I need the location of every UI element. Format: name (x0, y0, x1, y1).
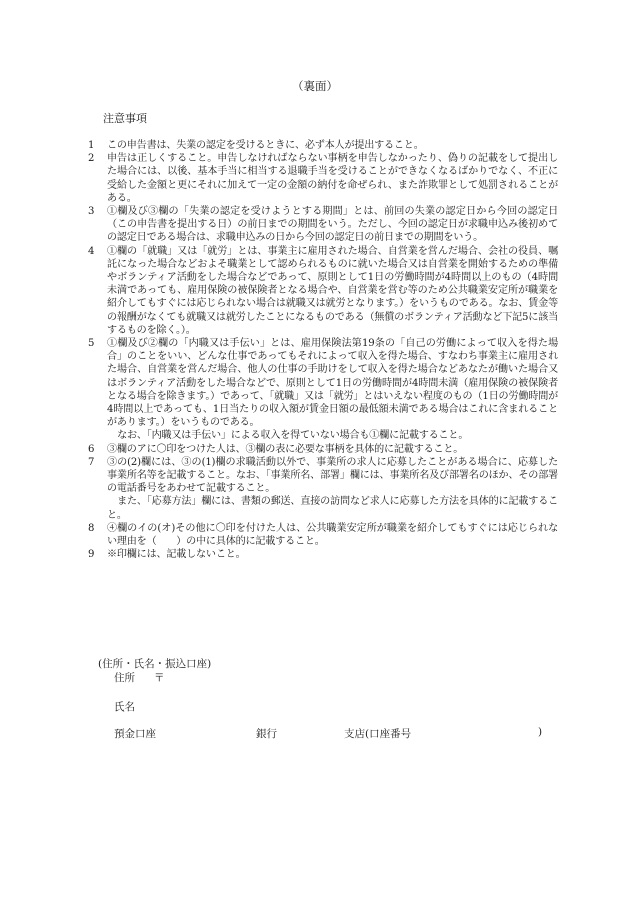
note-item (88, 245, 558, 337)
note-item (88, 152, 558, 205)
note-number: 2 (88, 153, 95, 165)
address-label: 住所 (114, 672, 135, 684)
note-text: ④欄のイの(オ)その他に〇印を付けた人は、公共職業安定所が職業を紹介してもすぐには応じられない理由を（ ）の中に具体的に記載すること。 (107, 522, 558, 548)
note-text: ①欄及び③欄の「失業の認定を受けようとする期間」とは、前回の失業の認定日から今回の認定日（この申告書を提出する日）の前日までの期間をいう。ただし、今回の認定日が求職申込み後初めての認定日である場合は、求職申込みの日から今回の認定日の前日までの期間をいう。 (107, 206, 558, 244)
note-text: 申告は正しくすること。申告しなければならない事柄を申告しなかったり、偽りの記載をして提出した場合には、以後、基本手当に相当する退職手当を受けることができなくなるばかりでなく、不正に受給した金額と更にそれに加えて一定の金額の納付を命ぜられ、また詐欺罪として処罰されることがある。 (107, 153, 558, 204)
branch-label: 支店(口座番号 (344, 728, 412, 740)
note-text: ①欄の「就職」又は「就労」とは、事業主に雇用された場合、自営業を営んだ場合、会社の役員、嘱託になった場合などおよそ職業として認められるものに就いた場合又は自営業を開始するための準備やボランティア活動をした場合などであって、原則として1日の労働時間が4時間以上のもの（4時間未満であっても、雇用保険の被保険者となる場合や、自営業を営む等のため公共職業安定所が職業を紹介してもすぐには応じられない場合は就職又は就労となります。）をいうものである。なお、賃金等の報酬がなくても就職又は就労したことになるものである（無償のボランティア活動など下記5に該当するものを除く。）。 (107, 245, 558, 336)
note-item (88, 522, 558, 548)
note-item (88, 205, 558, 245)
notes-subtitle: 注意事項 (103, 112, 147, 125)
note-text: ①欄及び②欄の「内職又は手伝い」とは、雇用保険法第19条の「自己の労働によって収入を得た場合」のことをいい、どんな仕事であってもそれによって収入を得た場合、すなわち事業主に雇用された場合、自営業を営んだ場合、他人の仕事の手助けをして収入を得た場合などあなたが働いた場合又はボランティア活動をした場合などで、原則として1日の労働時間が4時間未満（雇用保険の被保険者となる場合を除きます。）であって、「就職」又は「就労」とはいえない程度のもの（1日の労働時間が4時間以上であっても、1日当たりの収入額が賃金日額の最低額未満である場合はこれに含まれることがあります。）をいうものである。 (107, 338, 558, 429)
note-extra-text: なお、「内職又は手伝い」による収入を得ていない場合も①欄に記載すること。 (117, 430, 469, 442)
note-text: ③の(2)欄には、③の(1)欄の求職活動以外で、事業所の求人に応募したことがある場合に、応募した事業所名等を記載すること。なお、「事業所名、部署」欄には、事業所名及び部署名のほか、その部署の電話番号をあわせて記載すること。 (107, 456, 558, 495)
page-heading: （裏面） (292, 79, 338, 93)
name-label: 氏名 (114, 701, 135, 713)
note-text: この申告書は、失業の認定を受けるときに、必ず本人が提出すること。 (107, 140, 424, 151)
note-number: 7 (88, 456, 95, 468)
note-item (88, 443, 558, 456)
note-text: ③欄のアに〇印をつけた人は、③欄の表に必要な事柄を具体的に記載すること。 (107, 443, 464, 455)
note-item (88, 548, 558, 561)
note-item (88, 337, 558, 443)
applicant-info-title: (住所・氏名・振込口座) (98, 658, 212, 670)
note-item (88, 456, 558, 522)
account-close-paren: ) (538, 726, 543, 738)
account-label: 預金口座 (114, 728, 156, 740)
note-number: 4 (88, 245, 95, 257)
note-item (88, 139, 558, 152)
note-number: 1 (88, 140, 95, 151)
note-number: 3 (88, 206, 95, 218)
note-number: 6 (88, 443, 95, 455)
note-number: 9 (88, 549, 95, 561)
note-extra-text: また、「応募方法」欄には、書類の郵送、直接の訪問など求人に応募した方法を具体的に記載すること。 (107, 496, 558, 521)
note-text: ※印欄には、記載しないこと。 (107, 549, 246, 561)
notes-list (88, 139, 558, 562)
bank-label: 銀行 (256, 728, 277, 740)
note-number: 5 (88, 338, 95, 350)
postal-mark: 〒 (154, 672, 165, 684)
note-number: 8 (88, 522, 95, 534)
